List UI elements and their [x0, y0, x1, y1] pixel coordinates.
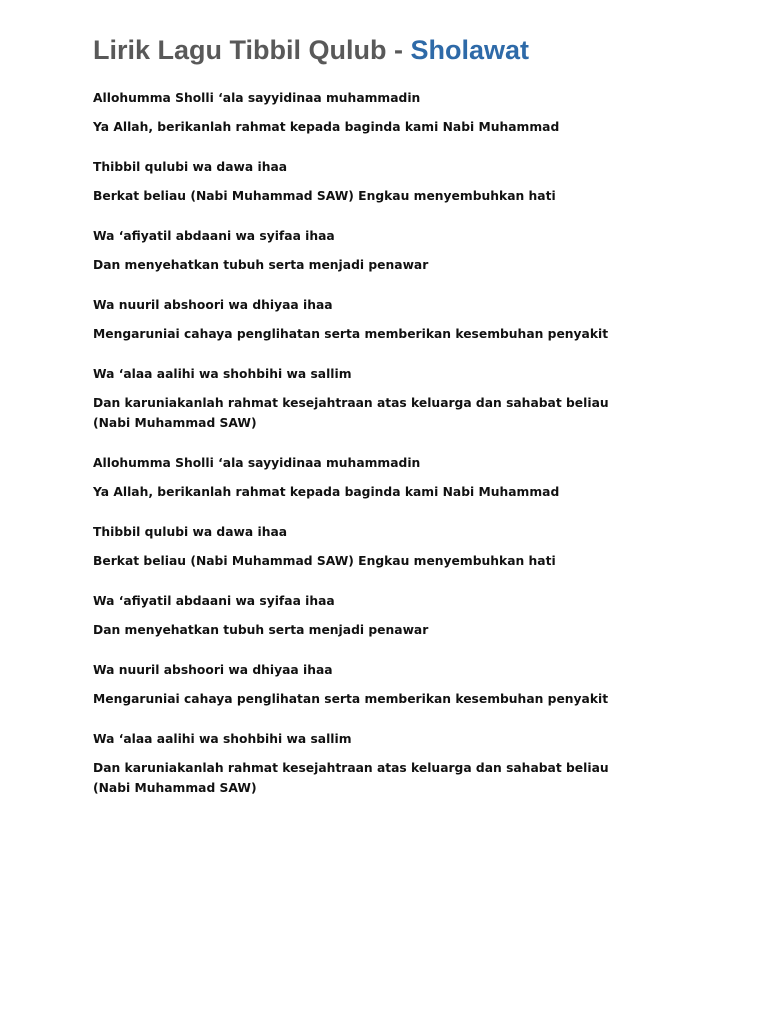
lyric-line: Wa ‘alaa aalihi wa shohbihi wa sallim [93, 367, 352, 381]
lyric-line: Allohumma Sholli ‘ala sayyidinaa muhammadin [93, 456, 421, 470]
page-title-main: Lirik Lagu Tibbil Qulub - [93, 35, 411, 65]
page-title-accent: Sholawat [410, 35, 530, 65]
lyric-line: Wa nuuril abshoori wa dhiyaa ihaa [93, 663, 333, 677]
lyrics-body [93, 88, 633, 818]
lyric-stanza [93, 522, 633, 571]
lyric-line: Wa ‘alaa aalihi wa shohbihi wa sallim [93, 732, 352, 746]
lyric-stanza [93, 453, 633, 502]
translation-line: Ya Allah, berikanlah rahmat kepada baginda kami Nabi Muhammad [93, 120, 560, 134]
lyric-line: Allohumma Sholli ‘ala sayyidinaa muhammadin [93, 91, 421, 105]
translation-line: Mengaruniai cahaya penglihatan serta memberikan kesembuhan penyakit [93, 327, 609, 341]
lyric-stanza [93, 364, 633, 433]
lyric-stanza [93, 226, 633, 275]
lyric-stanza [93, 660, 633, 709]
translation-line: Dan menyehatkan tubuh serta menjadi penawar [93, 258, 429, 272]
lyric-line: Wa nuuril abshoori wa dhiyaa ihaa [93, 298, 333, 312]
lyric-stanza [93, 729, 633, 798]
lyric-stanza [93, 88, 633, 137]
page-title [93, 30, 529, 70]
translation-line: Ya Allah, berikanlah rahmat kepada baginda kami Nabi Muhammad [93, 485, 560, 499]
translation-line: Dan karuniakanlah rahmat kesejahtraan atas keluarga dan sahabat beliau (Nabi Muhammad SAW) [93, 396, 609, 430]
translation-line: Berkat beliau (Nabi Muhammad SAW) Engkau menyembuhkan hati [93, 189, 556, 203]
translation-line: Dan menyehatkan tubuh serta menjadi penawar [93, 623, 429, 637]
translation-line: Dan karuniakanlah rahmat kesejahtraan atas keluarga dan sahabat beliau (Nabi Muhammad SAW) [93, 761, 609, 795]
translation-line: Mengaruniai cahaya penglihatan serta memberikan kesembuhan penyakit [93, 692, 609, 706]
lyric-stanza [93, 295, 633, 344]
lyric-stanza [93, 591, 633, 640]
lyric-line: Thibbil qulubi wa dawa ihaa [93, 160, 288, 174]
translation-line: Berkat beliau (Nabi Muhammad SAW) Engkau menyembuhkan hati [93, 554, 556, 568]
lyric-line: Wa ‘afiyatil abdaani wa syifaa ihaa [93, 594, 335, 608]
lyric-stanza [93, 157, 633, 206]
lyric-line: Thibbil qulubi wa dawa ihaa [93, 525, 288, 539]
lyric-line: Wa ‘afiyatil abdaani wa syifaa ihaa [93, 229, 335, 243]
